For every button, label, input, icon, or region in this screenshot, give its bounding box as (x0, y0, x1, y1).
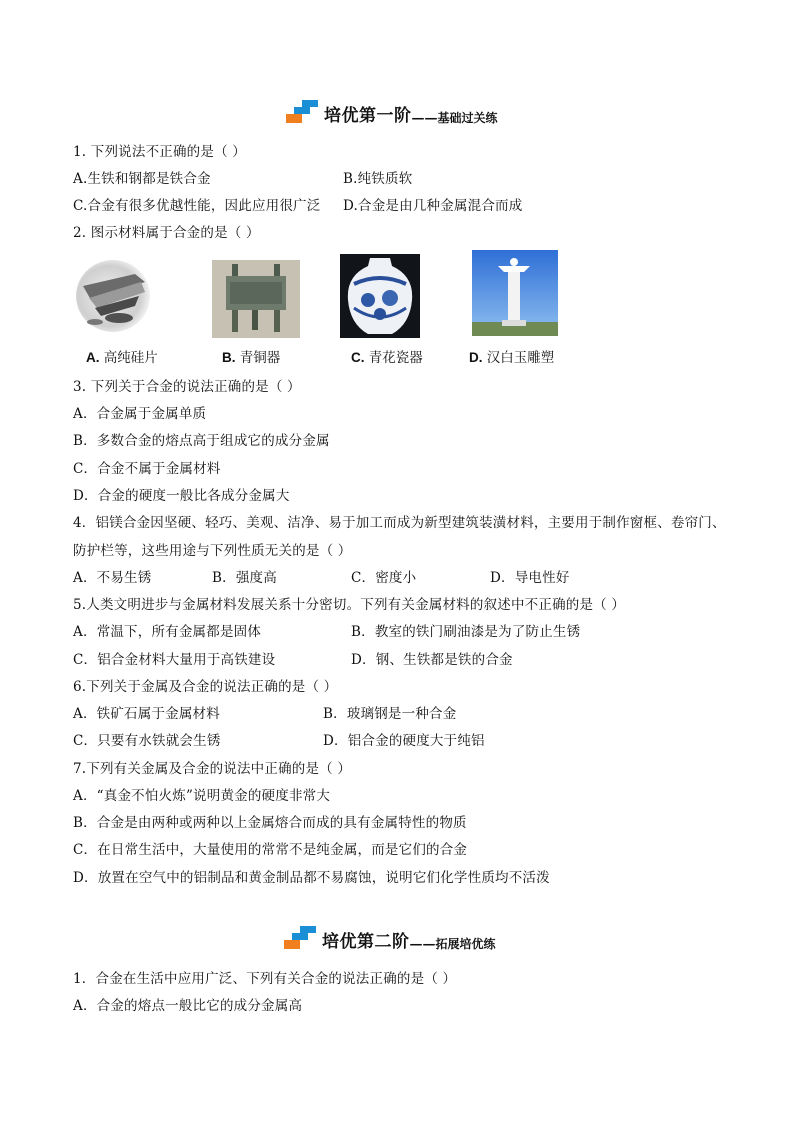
option-a: A．常温下，所有金属都是固体 (73, 624, 262, 640)
section-header-2 (284, 922, 496, 952)
option-b: B．教室的铁门刷油漆是为了防止生锈 (351, 624, 581, 640)
question-3-option-c: C．合金不属于金属材料 (73, 461, 221, 477)
section-subtitle: 基础过关练 (437, 111, 498, 125)
option-c: C.合金有很多优越性能，因此应用很广泛 (73, 198, 321, 214)
section-title: 培优第一阶 (324, 106, 412, 126)
option-a: A．铁矿石属于金属材料 (73, 706, 220, 722)
bronze-vessel-image (212, 260, 300, 338)
option-b: B.纯铁质软 (343, 171, 413, 187)
option-b: B．玻璃钢是一种合金 (323, 706, 457, 722)
question-2-stem: 2. 图示材料属于合金的是（ ） (73, 225, 260, 241)
caption-d: D. 汉白玉雕塑 (469, 350, 555, 366)
question-7-stem: 7.下列有关金属及合金的说法中正确的是（ ） (73, 761, 352, 777)
option-c: C．铝合金材料大量用于高铁建设 (73, 652, 276, 668)
option-c: C．只要有水铁就会生锈 (73, 733, 221, 749)
marble-column-image (472, 250, 558, 336)
part-2-question-1-stem: 1．合金在生活中应用广泛、下列有关合金的说法正确的是（ ） (73, 971, 457, 987)
caption-c: C. 青花瓷器 (351, 350, 423, 366)
section-dash: —— (409, 937, 436, 952)
question-5-stem: 5.人类文明进步与金属材料发展关系十分密切。下列有关金属材料的叙述中不正确的是（ ） (73, 597, 626, 613)
question-7-option-d: D．放置在空气中的铝制品和黄金制品都不易腐蚀，说明它们化学性质均不活泼 (73, 870, 550, 886)
silicon-wafer-image (75, 256, 153, 336)
stairs-logo-icon (286, 100, 320, 126)
question-6-stem: 6.下列关于金属及合金的说法正确的是（ ） (73, 679, 338, 695)
caption-b: B. 青铜器 (222, 350, 281, 366)
porcelain-vase-image (340, 254, 420, 338)
question-7-option-b: B．合金是由两种或两种以上金属熔合而成的具有金属特性的物质 (73, 815, 467, 831)
option-d: D．铝合金的硬度大于纯铝 (323, 733, 485, 749)
question-4-stem-line-2: 防护栏等，这些用途与下列性质无关的是（ ） (73, 543, 352, 559)
option-a: A.生铁和钢都是铁合金 (73, 171, 211, 187)
option-d: D.合金是由几种金属混合而成 (343, 198, 523, 214)
question-7-option-a: A．“真金不怕火炼”说明黄金的硬度非常大 (73, 788, 331, 804)
question-4-stem-line-1: 4．铝镁合金因坚硬、轻巧、美观、洁净、易于加工而成为新型建筑装潢材料，主要用于制作窗框、卷帘门、 (73, 515, 726, 531)
option-a: A．不易生锈 (73, 570, 152, 586)
section-title: 培优第二阶 (322, 932, 410, 952)
question-7-option-c: C．在日常生活中，大量使用的常常不是纯金属，而是它们的合金 (73, 842, 468, 858)
section-dash: —— (411, 111, 438, 126)
caption-a: A. 高纯硅片 (86, 350, 158, 366)
option-d: D．钢、生铁都是铁的合金 (351, 652, 513, 668)
option-b: B．强度高 (212, 570, 277, 586)
question-3-stem: 3. 下列关于合金的说法正确的是（ ） (73, 379, 301, 395)
question-1-stem: 1. 下列说法不正确的是（ ） (73, 144, 246, 160)
option-d: D．导电性好 (490, 570, 570, 586)
stairs-logo-icon (284, 926, 318, 952)
part-2-question-1-option-a: A．合金的熔点一般比它的成分金属高 (73, 998, 303, 1014)
section-header-1 (286, 96, 498, 126)
section-subtitle: 拓展培优练 (435, 937, 496, 951)
question-3-option-b: B．多数合金的熔点高于组成它的成分金属 (73, 433, 330, 449)
question-3-option-d: D．合金的硬度一般比各成分金属大 (73, 488, 290, 504)
option-c: C．密度小 (351, 570, 417, 586)
question-3-option-a: A．合金属于金属单质 (73, 406, 207, 422)
